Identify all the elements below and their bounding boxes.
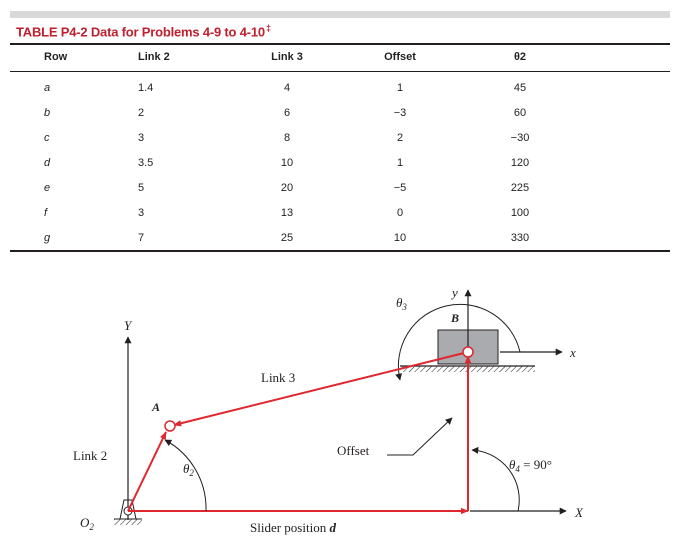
theta2-value: 60 (513, 107, 527, 119)
y-axis-label: Y (124, 318, 132, 333)
column-header-row: Row (44, 51, 68, 63)
column-header-link3: Link 3 (271, 51, 303, 63)
joint-b-icon (463, 347, 473, 357)
slider-position-label: Slider position d (250, 520, 336, 535)
offset-value: 1 (396, 82, 404, 94)
row-id: b (44, 107, 51, 119)
ground-hatch-icon (114, 519, 142, 525)
x-axis-label: X (575, 505, 583, 520)
theta3-label: $\theta_3$ (396, 295, 407, 312)
offset-value: −3 (393, 107, 407, 119)
link3-label: Link 3 (261, 370, 296, 385)
link3-value: 6 (283, 107, 291, 119)
row-id: a (44, 82, 51, 94)
row-id: d (44, 157, 51, 169)
link2-value: 3 (138, 207, 145, 219)
offset-value: 1 (396, 157, 404, 169)
link3-vector (174, 352, 468, 425)
theta2-label: $\theta_2$ (183, 461, 194, 478)
offset-value: −5 (393, 182, 407, 194)
link2-vector (128, 432, 166, 511)
local-x-label: x (570, 345, 576, 360)
row-id: g (44, 232, 51, 244)
theta2-value: −30 (510, 132, 530, 144)
link2-label: Link 2 (73, 448, 108, 463)
point-b-label: B (451, 311, 460, 325)
link3-value: 8 (283, 132, 291, 144)
link3-value: 4 (283, 82, 291, 94)
link2-value: 7 (138, 232, 145, 244)
table-caption-text: TABLE P4-2 Data for Problems 4-9 to 4-10 (16, 24, 265, 40)
offset-value: 2 (396, 132, 404, 144)
column-header-link2: Link 2 (138, 51, 170, 63)
column-header-offset: Offset (384, 51, 416, 63)
point-a-label: A (152, 400, 161, 414)
theta2-value: 45 (513, 82, 527, 94)
caption-footnote-mark: ‡ (265, 23, 271, 33)
link2-value: 3.5 (138, 157, 154, 169)
theta2-value: 225 (510, 182, 530, 194)
theta2-value: 100 (510, 207, 530, 219)
row-id: c (44, 132, 50, 144)
theta2-value: 330 (510, 232, 530, 244)
theta4-label: $\theta_4 = 90^\circ$ (509, 457, 552, 474)
row-id: f (44, 207, 48, 219)
link3-value: 10 (280, 157, 294, 169)
link3-value: 13 (280, 207, 294, 219)
joint-a-icon (165, 421, 175, 431)
theta2-value: 120 (510, 157, 530, 169)
pivot-o2-label: $O_2$ (80, 515, 94, 532)
link2-value: 5 (138, 182, 145, 194)
local-y-label: y (452, 285, 458, 300)
offset-label: Offset (337, 443, 370, 458)
link3-value: 20 (280, 182, 294, 194)
link2-value: 2 (138, 107, 145, 119)
offset-value: 10 (393, 232, 407, 244)
row-id: e (44, 182, 51, 194)
offset-value: 0 (396, 207, 404, 219)
link2-value: 1.4 (138, 82, 154, 94)
link3-value: 25 (280, 232, 294, 244)
offset-leader-arrow (387, 418, 452, 455)
link2-value: 3 (138, 132, 145, 144)
column-header-theta2: θ2 (513, 51, 527, 63)
